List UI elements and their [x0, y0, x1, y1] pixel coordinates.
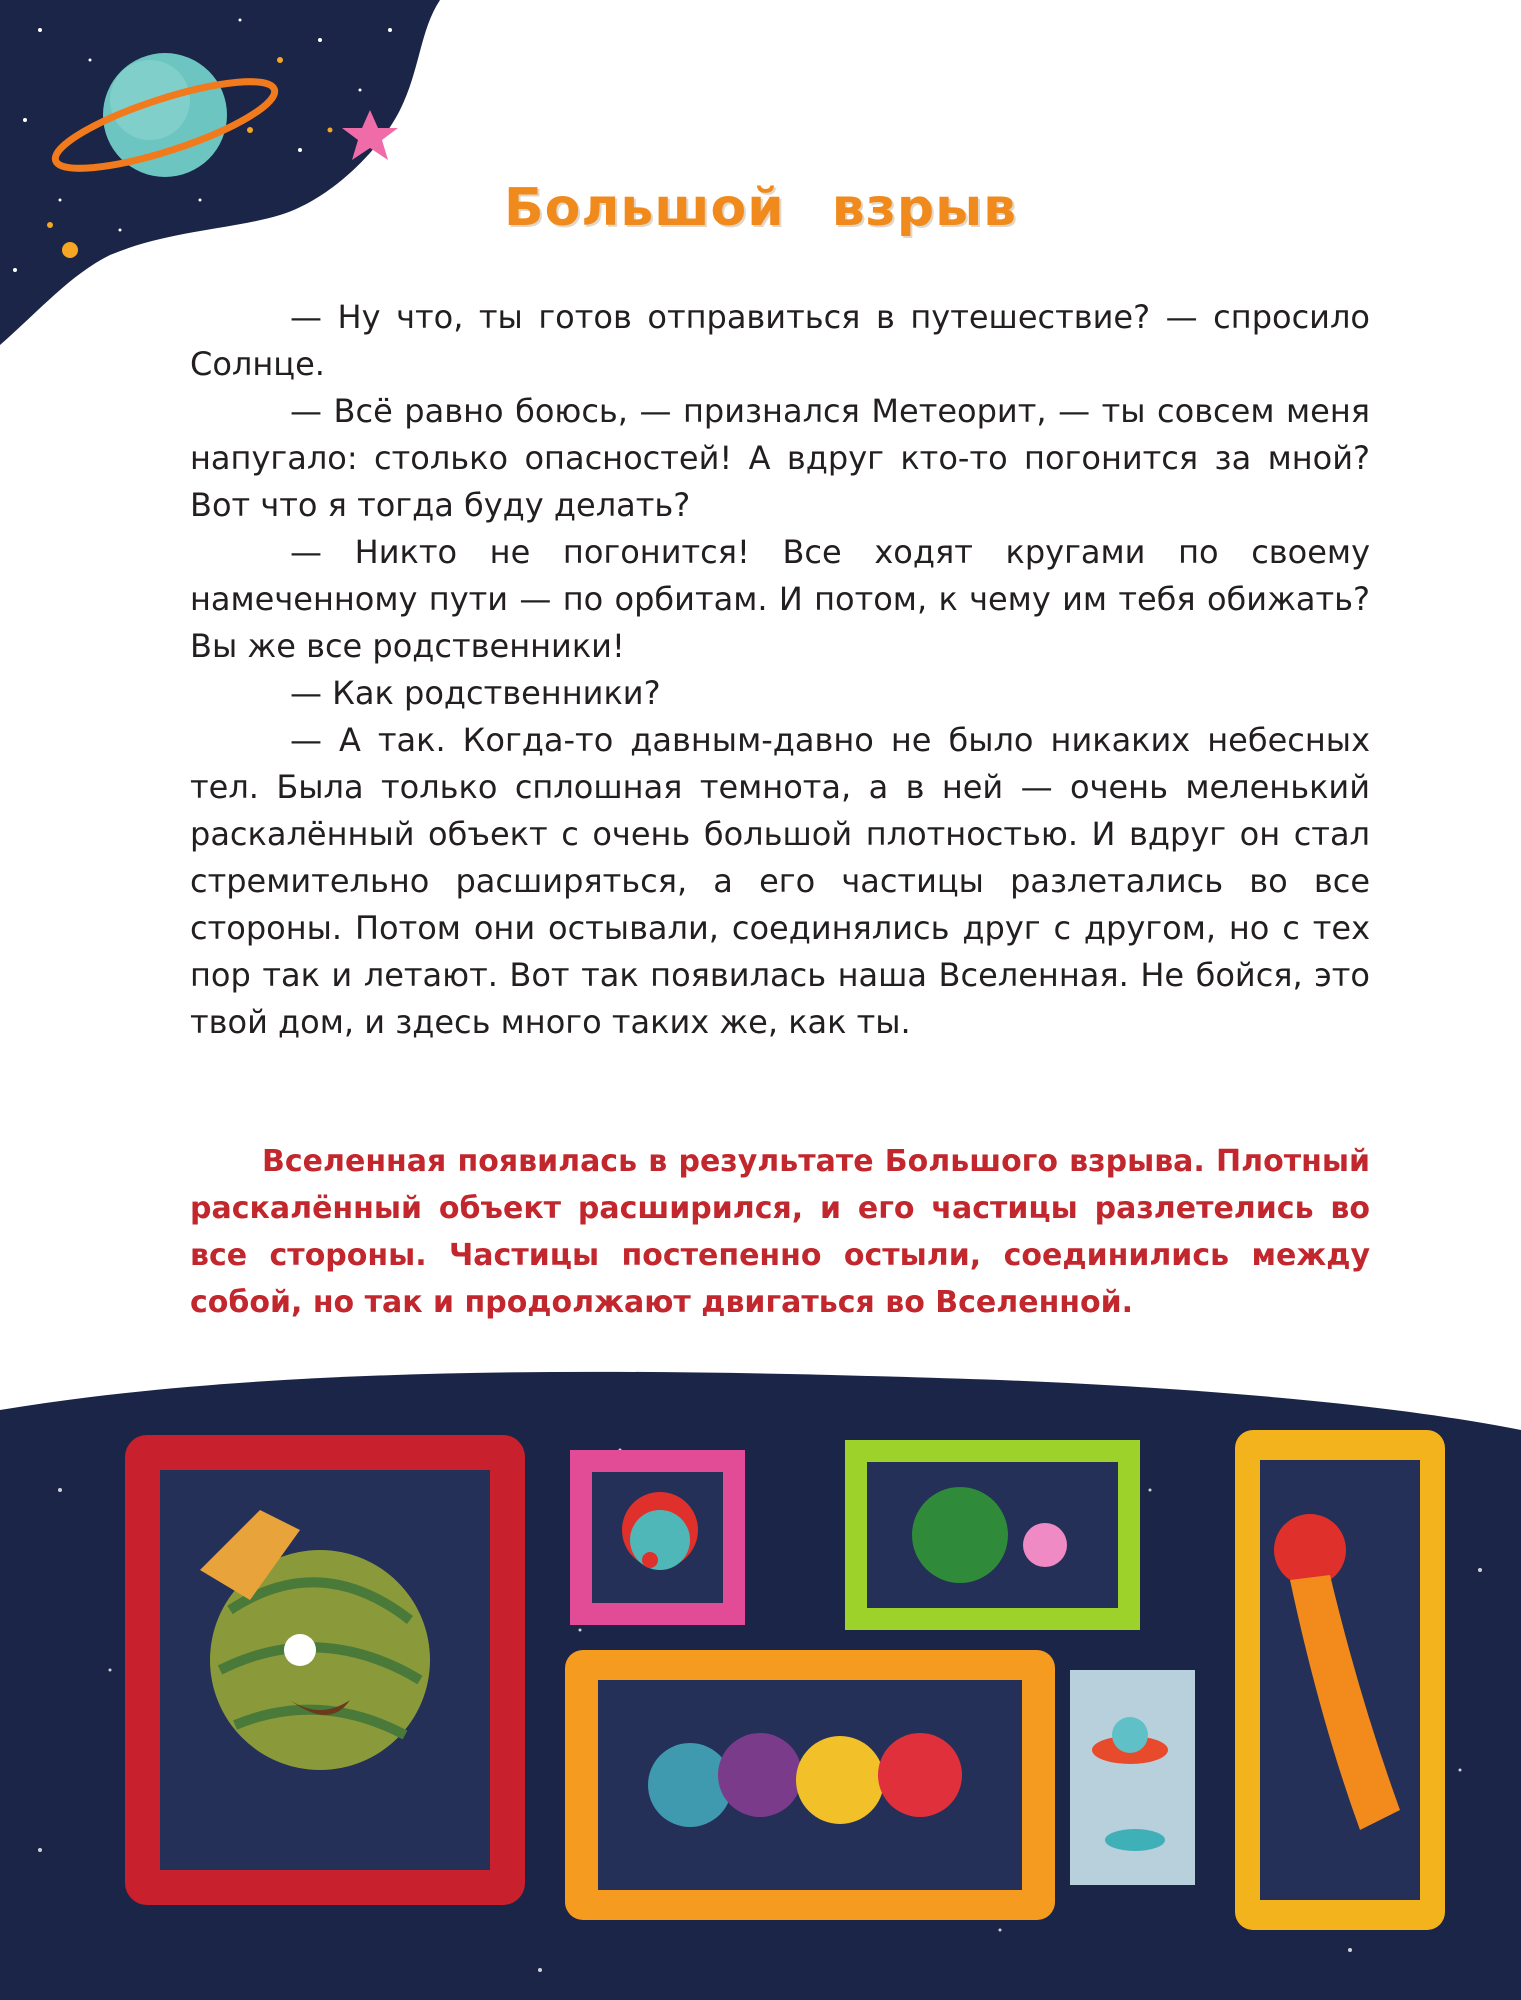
summary-note: Вселенная появилась в результате Большого взрыва. Плотный раскалённый объект расширился, и его частицы разлетелись во все стороны. Частицы постепенно остыли, соединились между собой, но так и продолжают двигаться во Вселенной. [190, 1144, 1370, 1320]
story-paragraph: — Никто не погонится! Все ходят кругами по своему намеченному пути — по орбитам. И потом, к чему им тебя обижать? Вы же все родственники! [190, 533, 1370, 665]
story-paragraph: — А так. Когда-то давным-давно не было никаких небесных тел. Была только сплошная темнота, а в ней — очень меленький раскалённый объект с очень большой плотностью. И вдруг он стал стремительно расширяться, а его частицы разлетались во все стороны. Потом они остывали, соединялись друг с другом, но с тех пор так и летают. Вот так появилась наша Вселенная. Не бойся, это твой дом, и здесь много таких же, как ты. [190, 721, 1370, 1041]
story-paragraph: — Всё равно боюсь, — признался Метеорит, — ты совсем меня напугало: столько опасностей! А вдруг кто-то погонится за мной? Вот что я тогда буду делать? [190, 392, 1370, 524]
page-title: Большой взрыв [503, 178, 1018, 238]
story-paragraph: — Как родственники? [290, 674, 661, 712]
story-text [190, 294, 1370, 1046]
story-paragraph: — Ну что, ты готов отправиться в путешествие? — спросило Солнце. [190, 298, 1370, 383]
portraits-illustration [0, 1370, 1521, 2000]
